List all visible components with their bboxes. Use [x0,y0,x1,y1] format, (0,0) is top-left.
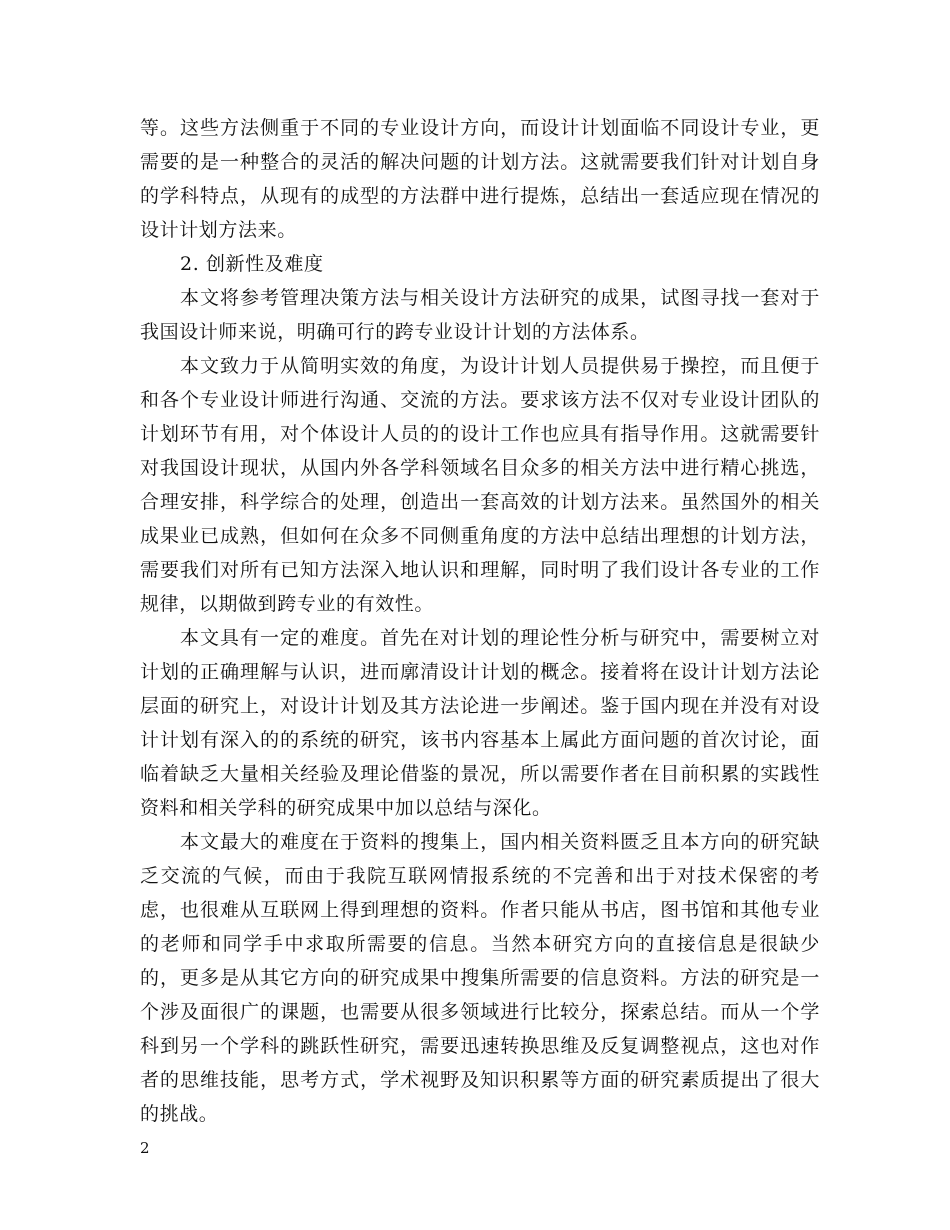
section-heading: 2. 创新性及难度 [180,253,324,275]
page-body [140,111,820,1131]
paragraph: 本文最大的难度在于资料的搜集上，国内相关资料匮乏且本方向的研究缺乏交流的气候，而由于我院互联网情报系统的不完善和出于对技术保密的考虑，也很难从互联网上得到理想的资料。作者只能从书店，图书馆和其他专业的老师和同学手中求取所需要的信息。当然本研究方向的直接信息是很缺少的，更多是从其它方向的研究成果中搜集所需要的信息资料。方法的研究是一个涉及面很广的课题，也需要从很多领域进行比较分，探索总结。而从一个学科到另一个学科的跳跃性研究，需要迅速转换思维及反复调整视点，这也对作者的思维技能，思考方式，学术视野及知识积累等方面的研究素质提出了很大的挑战。 [140,831,820,1125]
paragraph-continuation: 等。这些方法侧重于不同的专业设计方向，而设计计划面临不同设计专业，更需要的是一种整合的灵活的解决问题的计划方法。这就需要我们针对计划自身的学科特点，从现有的成型的方法群中进行提炼，总结出一套适应现在情况的设计计划方法来。 [140,117,820,241]
page-number: 2 [140,1139,150,1157]
paragraph: 本文将参考管理决策方法与相关设计方法研究的成果，试图寻找一套对于我国设计师来说，明确可行的跨专业设计计划的方法体系。 [140,287,820,343]
paragraph: 本文致力于从简明实效的角度，为设计计划人员提供易于操控，而且便于和各个专业设计师进行沟通、交流的方法。要求该方法不仅对专业设计团队的计划环节有用，对个体设计人员的的设计工作也应具有指导作用。这就需要针对我国设计现状，从国内外各学科领域名目众多的相关方法中进行精心挑选，合理安排，科学综合的处理，创造出一套高效的计划方法来。虽然国外的相关成果业已成熟，但如何在众多不同侧重角度的方法中总结出理想的计划方法，需要我们对所有已知方法深入地认识和理解，同时明了我们设计各专业的工作规律，以期做到跨专业的有效性。 [140,355,820,615]
paragraph: 本文具有一定的难度。首先在对计划的理论性分析与研究中，需要树立对计划的正确理解与认识，进而廓清设计计划的概念。接着将在设计计划方法论层面的研究上，对设计计划及其方法论进一步阐述。鉴于国内现在并没有对设计计划有深入的的系统的研究，该书内容基本上属此方面问题的首次讨论，面临着缺乏大量相关经验及理论借鉴的景况，所以需要作者在目前积累的实践性资料和相关学科的研究成果中加以总结与深化。 [140,627,820,819]
